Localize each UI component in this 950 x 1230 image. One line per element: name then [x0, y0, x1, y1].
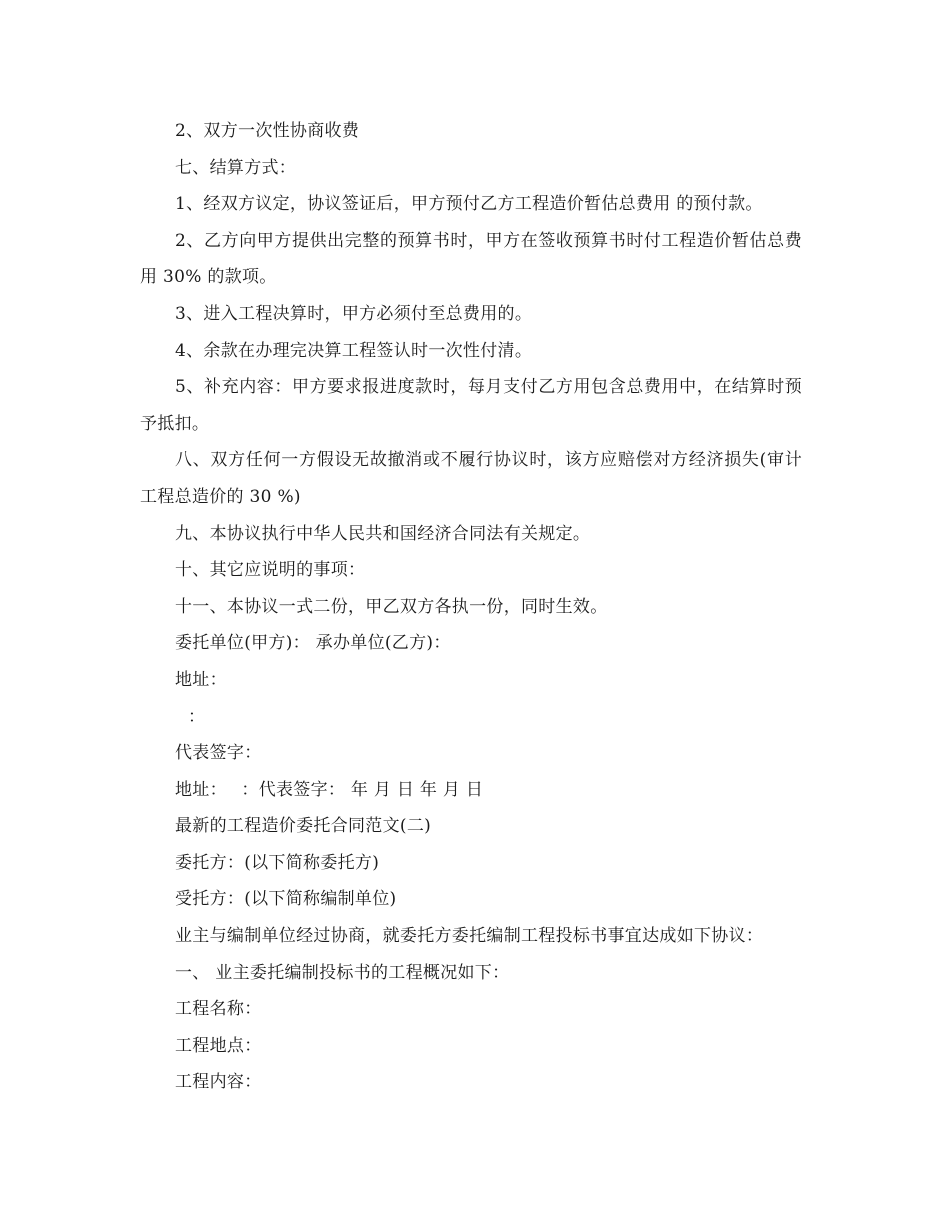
text-line-address: 地址： — [175, 669, 227, 690]
text-line-colon: ： — [188, 706, 206, 727]
heading-settlement-method: 七、结算方式： — [175, 157, 297, 178]
text-line-signature: 代表签字： — [175, 743, 262, 764]
text-line-project-name: 工程名称： — [175, 999, 262, 1020]
text-line-other-matters: 十、其它应说明的事项： — [175, 560, 366, 581]
text-line-client: 委托方：(以下简称委托方) — [175, 852, 380, 873]
text-line-prepayment: 1、经双方议定，协议签证后，甲方预付乙方工程造价暂估总费用 的预付款。 — [175, 194, 763, 215]
text-line-project-content: 工程内容： — [175, 1072, 262, 1093]
text-line-project-overview: 一、 业主委托编制投标书的工程概况如下： — [175, 962, 510, 983]
text-line-project-location: 工程地点： — [175, 1035, 262, 1056]
text-line-applicable-law: 九、本协议执行中华人民共和国经济合同法有关规定。 — [175, 523, 591, 544]
document-body — [140, 113, 802, 1101]
text-line-fee-negotiation: 2、双方一次性协商收费 — [175, 121, 360, 141]
paragraph-supplementary: 5、补充内容：甲方要求报进度款时，每月支付乙方用包含总费用中，在结算时预予抵扣。 — [140, 377, 802, 434]
section-title-contract-two: 最新的工程造价委托合同范文(二) — [175, 816, 432, 837]
text-line-balance: 4、余款在办理完决算工程签认时一次性付清。 — [175, 340, 533, 361]
paragraph-breach: 八、双方任何一方假设无故撤消或不履行协议时，该方应赔偿对方经济损失(审计工程总造价的 30 %) — [140, 450, 802, 507]
paragraph-budget-payment: 2、乙方向甲方提供出完整的预算书时，甲方在签收预算书时付工程造价暂估总费用 30% 的款项。 — [140, 230, 802, 288]
text-line-contractor: 受托方：(以下简称编制单位) — [175, 889, 397, 910]
text-line-agreement-intro: 业主与编制单位经过协商，就委托方委托编制工程投标书事宜达成如下协议： — [175, 926, 764, 947]
text-line-copies: 十一、本协议一式二份，甲乙双方各执一份，同时生效。 — [175, 596, 608, 617]
text-line-final-accounts: 3、进入工程决算时，甲方必须付至总费用的。 — [175, 303, 533, 324]
text-line-address-signature-date: 地址： ：代表签字： 年 月 日 年 月 日 — [175, 779, 484, 800]
text-line-parties: 委托单位(甲方)： 承办单位(乙方)： — [175, 633, 451, 654]
